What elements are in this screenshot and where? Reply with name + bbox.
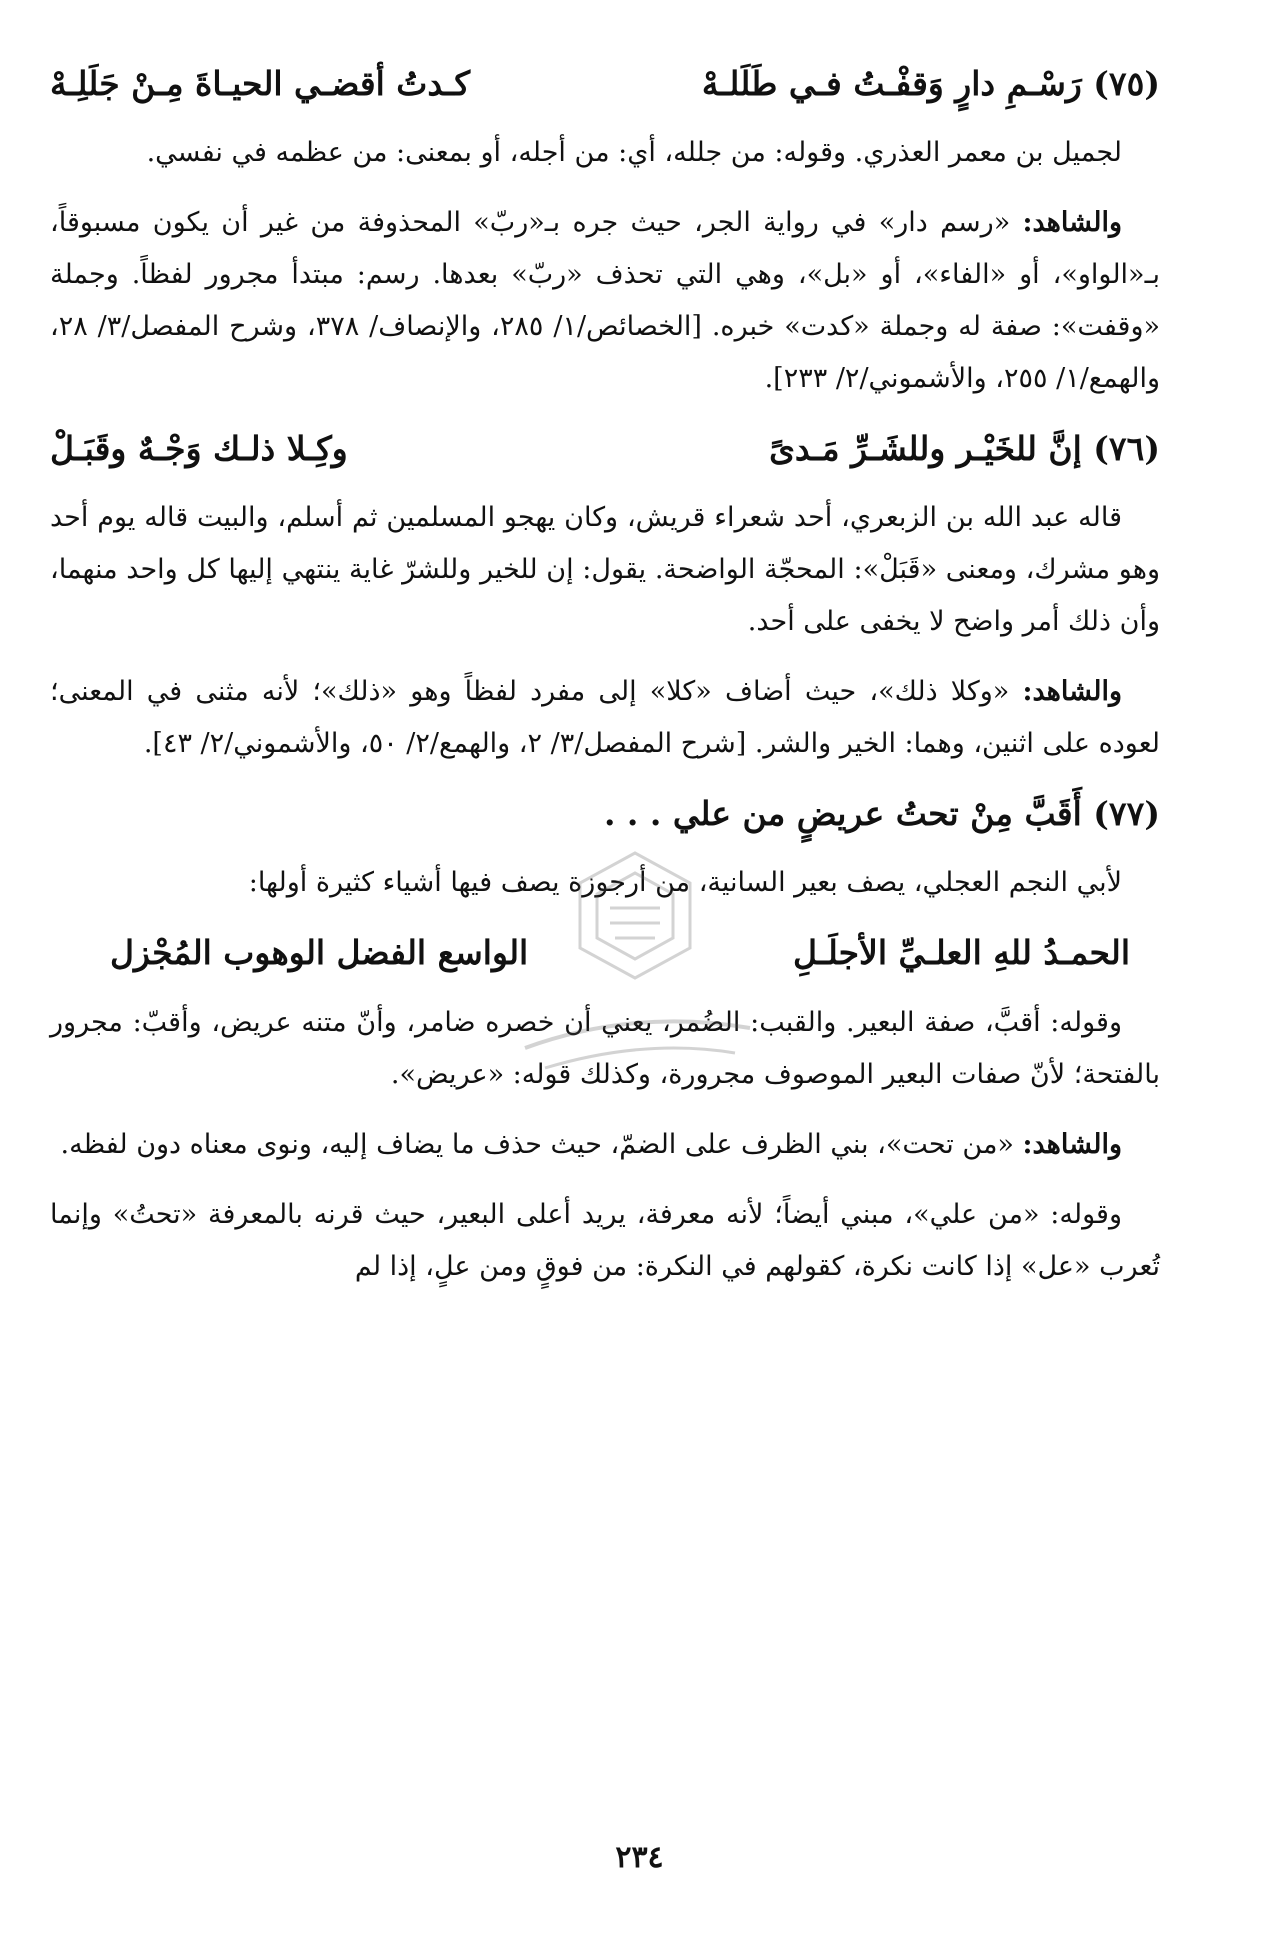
verse-77-opening-second: الواسع الفضل الوهوب المُجْزل xyxy=(110,933,529,973)
verse-75-first-hemistich: (٧٥) رَسْـمِ دارٍ وَقفْـتُ فـي طَلَلـهْ xyxy=(701,64,1160,103)
verse-76 xyxy=(50,423,1160,474)
commentary-77-meaning: وقوله: أقبَّ، صفة البعير. والقبب: الضُمر، يعني أن خصره ضامر، وأنّ متنه عريض، وأقبّ: مجرور بالفتحة؛ لأنّ صفات البعير الموصوف مجرورة، وكذلك قوله: «عريض». xyxy=(50,1006,1160,1090)
commentary-77-continuation: وقوله: «من علي»، مبني أيضاً؛ لأنه معرفة، يريد أعلى البعير، حيث قرنه بالمعرفة «تحتُ» وإنما تُعرب «عل» إذا كانت نكرة، كقولهم في النكرة: من فوقٍ ومن علٍ، إذا لم xyxy=(50,1198,1160,1282)
commentary-76-evidence: والشاهد: «وكلا ذلك»، حيث أضاف «كلا» إلى مفرد لفظاً وهو «ذلك»؛ لأنه مثنى في المعنى؛ لعوده على اثنين، وهما: الخير والشر. [شرح المفصل/٣/ ٢، والهمع/٢/ ٥٠، والأشموني/٢/ ٤٣]. xyxy=(50,676,1160,760)
commentary-76-source: قاله عبد الله بن الزبعري، أحد شعراء قريش، وكان يهجو المسلمين ثم أسلم، والبيت قاله يوم أحد وهو مشرك، ومعنى «قَبَلْ»: المحجّة الواضحة. يقول: إن للخير وللشرّ غاية ينتهي إليها كل واحد منهما، وأن ذلك أمر واضح لا يخفى على أحد. xyxy=(50,502,1160,638)
commentary-75-source: لجميل بن معمر العذري. وقوله: من جلله، أي: من أجله، أو بمعنى: من عظمه في نفسي. xyxy=(146,137,1122,169)
verse-75-second-hemistich: كـدتُ أقضـي الحيـاةَ مِـنْ جَلَلِـهْ xyxy=(50,64,471,103)
commentary-77-source: لأبي النجم العجلي، يصف بعير السانية، من أرجوزة يصف فيها أشياء كثيرة أولها: xyxy=(248,867,1122,899)
watermark-seal xyxy=(505,838,765,1088)
verse-76-first-hemistich: (٧٦) إنَّ للخَيْـر وللشَـرِّ مَـدىً xyxy=(769,429,1160,469)
verse-76-second-hemistich: وكِـلا ذلـك وَجْـهٌ وقَبَـلْ xyxy=(50,429,348,469)
commentary-77-evidence: والشاهد: «من تحت»، بني الظرف على الضمّ، حيث حذف ما يضاف إليه، ونوى معناه دون لفظه. xyxy=(60,1128,1122,1160)
commentary-75-evidence: والشاهد: «رسم دار» في رواية الجر، حيث جره بـ«ربّ» المحذوفة من غير أن يكون مسبوقاً، بـ«الواو»، أو «الفاء»، أو «بل»، وهي التي تحذف «ربّ» بعدها. رسم: مبتدأ مجرور لفظاً. وجملة «وقفت»: صفة له وجملة «كدت» خبره. [الخصائص/١/ ٢٨٥، والإنصاف/ ٣٧٨، وشرح المفصل/٣/ ٢٨، والهمع/١/ ٢٥٥، والأشموني/٢/ ٢٣٣]. xyxy=(50,207,1161,395)
verse-77-hemistich: (٧٧) أَقَبَّ مِنْ تحتُ عريضٍ من علي . . . xyxy=(603,794,1160,834)
page-body xyxy=(50,58,1160,1311)
verse-77-opening-first: الحمـدُ للهِ العلـيِّ الأجلَـلِ xyxy=(793,933,1130,973)
verse-77 xyxy=(50,788,1160,839)
page-number: ٢٣٤ xyxy=(615,1840,664,1875)
verse-75 xyxy=(50,58,1160,109)
